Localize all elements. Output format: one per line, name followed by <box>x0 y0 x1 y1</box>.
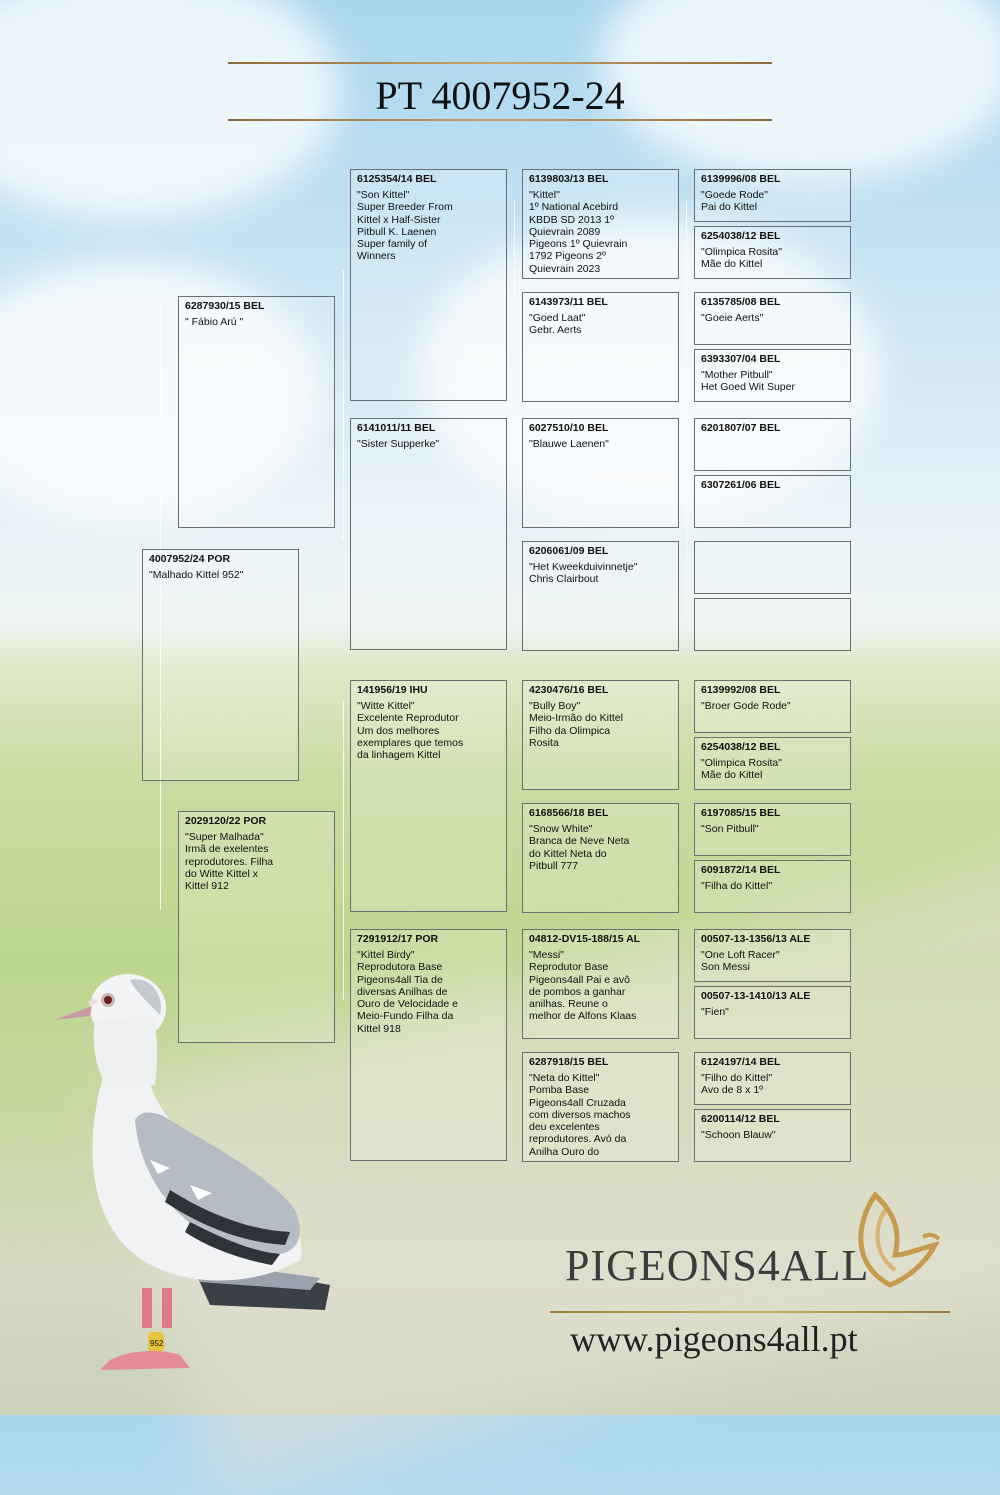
pigeon-info: "Fien" <box>701 1006 729 1018</box>
pigeon-info: "Filho do Kittel" Avo de 8 x 1º <box>701 1072 773 1097</box>
grandparent-card <box>350 418 507 650</box>
pigeon-info: "Mother Pitbull" Het Goed Wit Super <box>701 369 795 394</box>
ring-number: 6254038/12 BEL <box>701 230 781 242</box>
ancestor-card <box>694 226 851 279</box>
ancestor-card <box>694 292 851 345</box>
ring-number: 04812-DV15-188/15 AL <box>529 933 641 945</box>
ring-number: 6027510/10 BEL <box>529 422 609 434</box>
ring-number: 00507-13-1356/13 ALE <box>701 933 811 945</box>
ring-number: 6307261/06 BEL <box>701 479 781 491</box>
pigeon-info: "One Loft Racer" Son Messi <box>701 949 780 974</box>
ancestor-card <box>694 1052 851 1105</box>
title-bottom-rule <box>228 119 772 121</box>
ring-number: 6124197/14 BEL <box>701 1056 781 1068</box>
ring-number: 6201807/07 BEL <box>701 422 781 434</box>
pigeon-info: "Son Kittel" Super Breeder From Kittel x Half-Sister Pitbull K. Laenen Super family of Winners <box>357 189 453 263</box>
connector-line <box>514 200 515 350</box>
ring-number: 4007952/24 POR <box>149 553 231 565</box>
leg-band-number: 952 <box>150 1339 164 1348</box>
brand-name: PIGEONS4ALL <box>565 1241 870 1290</box>
pigeon-info: "Bully Boy" Meio-Irmão do Kittel Filho da Olimpica Rosita <box>529 700 623 749</box>
ancestor-card <box>694 860 851 913</box>
ancestor-card <box>694 680 851 733</box>
pedigree-subject-card <box>142 549 299 781</box>
pigeon-info: "Olimpica Rosita" Mãe do Kittel <box>701 246 782 271</box>
ancestor-card <box>694 929 851 982</box>
ancestor-card <box>694 475 851 528</box>
pigeon-info: "Kittel" 1º National Acebird KBDB SD 2013 1º Quievrain 2089 Pigeons 1º Quievrain 1792 Pigeons 2º Quievrain 2023 <box>529 189 628 275</box>
pigeon-info: "Het Kweekduivinnetje" Chris Clairbout <box>529 561 638 586</box>
ring-number: 141956/19 IHU <box>357 684 428 696</box>
ring-number: 6393307/04 BEL <box>701 353 781 365</box>
pigeon-info: "Kittel Birdy" Reprodutora Base Pigeons4all Tia de diversas Anilhas de Ouro de Velocidade e Meio-Fundo Filha da Kittel 918 <box>357 949 458 1035</box>
great-grandparent-card <box>522 1052 679 1162</box>
ring-number: 00507-13-1410/13 ALE <box>701 990 811 1002</box>
pigeon-info: "Super Malhada" Irmã de exelentes reprodutores. Filha do Witte Kittel x Kittel 912 <box>185 831 274 893</box>
ring-number: 6139996/08 BEL <box>701 173 781 185</box>
ancestor-card <box>694 169 851 222</box>
brand-rule <box>550 1311 950 1313</box>
ancestor-card <box>694 803 851 856</box>
pigeon-info: "Goed Laat" Gebr. Aerts <box>529 312 586 337</box>
ancestor-card-empty <box>694 598 851 651</box>
ring-number: 6143973/11 BEL <box>529 296 608 308</box>
pigeon-info: "Goede Rode" Pai do Kittel <box>701 189 768 214</box>
pigeon-info: "Blauwe Laenen" <box>529 438 609 450</box>
ring-number: 6254038/12 BEL <box>701 741 781 753</box>
pigeon-info: "Witte Kittel" Excelente Reprodutor Um dos melhores exemplares que temos da linhagem Kittel <box>357 700 464 762</box>
page-title: PT 4007952-24 <box>375 73 625 118</box>
ancestor-card <box>694 418 851 471</box>
pigeon-info: "Schoon Blauw" <box>701 1129 776 1141</box>
great-grandparent-card <box>522 929 679 1039</box>
website-url: www.pigeons4all.pt <box>570 1319 858 1359</box>
ring-number: 6091872/14 BEL <box>701 864 781 876</box>
ring-number: 6125354/14 BEL <box>357 173 437 185</box>
ancestor-card <box>694 1109 851 1162</box>
ancestor-card <box>694 737 851 790</box>
ancestor-card-empty <box>694 541 851 594</box>
pigeon-info: "Sister Supperke" <box>357 438 440 450</box>
great-grandparent-card <box>522 169 679 279</box>
ring-number: 4230476/16 BEL <box>529 684 609 696</box>
ring-number: 2029120/22 POR <box>185 815 267 827</box>
ring-number: 7291912/17 POR <box>357 933 439 945</box>
ring-number: 6139803/13 BEL <box>529 173 609 185</box>
ring-number: 6200114/12 BEL <box>701 1113 780 1125</box>
ancestor-card <box>694 349 851 402</box>
pigeon-info: "Messi" Reprodutor Base Pigeons4all Pai e avô de pombos a ganhar anilhas. Reune o melhor de Alfons Klaas <box>529 949 637 1023</box>
pigeon-info: "Malhado Kittel 952" <box>149 569 244 581</box>
great-grandparent-card <box>522 541 679 651</box>
ring-number: 6168566/18 BEL <box>529 807 609 819</box>
great-grandparent-card <box>522 680 679 790</box>
connector-line <box>343 270 344 540</box>
ring-number: 6135785/08 BEL <box>701 296 781 308</box>
sire-card <box>178 296 335 528</box>
pigeon-info: "Son Pitbull" <box>701 823 759 835</box>
pigeon-info: " Fábio Arú " <box>185 316 244 328</box>
great-grandparent-card <box>522 418 679 528</box>
ring-number: 6141011/11 BEL <box>357 422 436 434</box>
pigeon-info: "Broer Gode Rode" <box>701 700 791 712</box>
ancestor-card <box>694 986 851 1039</box>
grandparent-card <box>350 929 507 1161</box>
ring-number: 6206061/09 BEL <box>529 545 609 557</box>
title-top-rule <box>228 62 772 64</box>
pigeon-info: "Goeie Aerts" <box>701 312 764 324</box>
grandparent-card <box>350 680 507 912</box>
pigeon-illustration <box>40 960 340 1380</box>
pigeon-info: "Olimpica Rosita" Mãe do Kittel <box>701 757 782 782</box>
great-grandparent-card <box>522 292 679 402</box>
connector-line <box>343 700 344 1000</box>
great-grandparent-card <box>522 803 679 913</box>
connector-line <box>686 200 687 620</box>
ring-number: 6197085/15 BEL <box>701 807 781 819</box>
ring-number: 6139992/08 BEL <box>701 684 781 696</box>
pigeon-info: "Filha do Kittel" <box>701 880 773 892</box>
ring-number: 6287918/15 BEL <box>529 1056 609 1068</box>
ring-number: 6287930/15 BEL <box>185 300 265 312</box>
pigeon-info: "Snow White" Branca de Neve Neta do Kittel Neta do Pitbull 777 <box>529 823 630 872</box>
pigeon-info: "Neta do Kittel" Pomba Base Pigeons4all Cruzada com diversos machos deu excelentes reprodutores. Avó da Anilha Ouro do <box>529 1072 631 1158</box>
grandparent-card <box>350 169 507 401</box>
